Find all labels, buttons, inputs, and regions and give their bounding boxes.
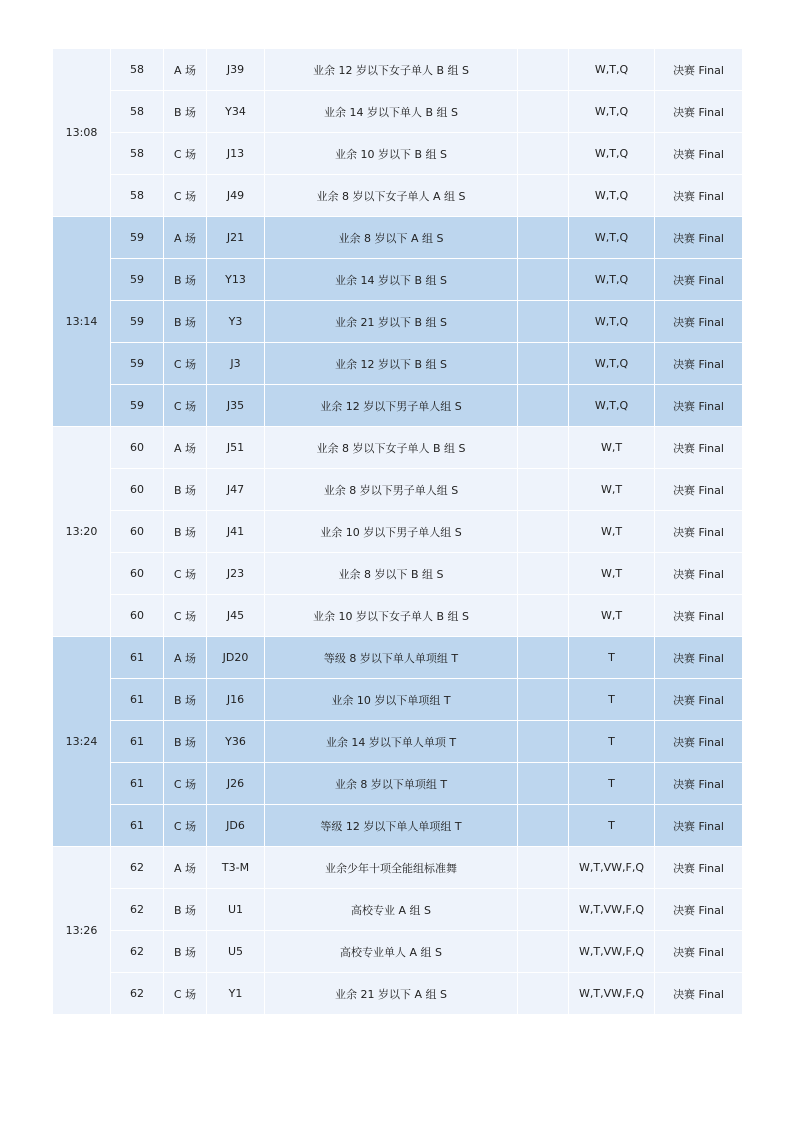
blank-cell bbox=[518, 973, 569, 1015]
event-name: 业余 8 岁以下男子单人组 S bbox=[265, 469, 518, 511]
blank-cell bbox=[518, 889, 569, 931]
dance-list: W,T,VW,F,Q bbox=[569, 973, 655, 1015]
event-code: J45 bbox=[207, 595, 265, 637]
event-name: 业余少年十项全能组标准舞 bbox=[265, 847, 518, 889]
table-row bbox=[53, 91, 743, 133]
event-code: Y34 bbox=[207, 91, 265, 133]
table-row bbox=[53, 385, 743, 427]
blank-cell bbox=[518, 49, 569, 91]
stage-label: 决赛 Final bbox=[655, 511, 743, 553]
round-number: 58 bbox=[111, 133, 164, 175]
field-name: B 场 bbox=[164, 679, 207, 721]
event-name: 业余 8 岁以下女子单人 A 组 S bbox=[265, 175, 518, 217]
round-number: 58 bbox=[111, 49, 164, 91]
event-code: J16 bbox=[207, 679, 265, 721]
dance-list: T bbox=[569, 721, 655, 763]
field-name: B 场 bbox=[164, 511, 207, 553]
dance-list: W,T,Q bbox=[569, 259, 655, 301]
dance-list: W,T,Q bbox=[569, 175, 655, 217]
dance-list: T bbox=[569, 805, 655, 847]
blank-cell bbox=[518, 385, 569, 427]
event-code: U5 bbox=[207, 931, 265, 973]
event-name: 业余 14 岁以下单人单项 T bbox=[265, 721, 518, 763]
blank-cell bbox=[518, 133, 569, 175]
round-number: 58 bbox=[111, 175, 164, 217]
event-name: 业余 14 岁以下 B 组 S bbox=[265, 259, 518, 301]
blank-cell bbox=[518, 721, 569, 763]
round-number: 60 bbox=[111, 511, 164, 553]
blank-cell bbox=[518, 805, 569, 847]
table-row bbox=[53, 217, 743, 259]
round-number: 60 bbox=[111, 427, 164, 469]
field-name: C 场 bbox=[164, 805, 207, 847]
dance-list: W,T,Q bbox=[569, 343, 655, 385]
stage-label: 决赛 Final bbox=[655, 49, 743, 91]
blank-cell bbox=[518, 511, 569, 553]
field-name: C 场 bbox=[164, 973, 207, 1015]
stage-label: 决赛 Final bbox=[655, 469, 743, 511]
event-name: 业余 10 岁以下 B 组 S bbox=[265, 133, 518, 175]
event-code: J23 bbox=[207, 553, 265, 595]
field-name: B 场 bbox=[164, 721, 207, 763]
event-name: 业余 8 岁以下单项组 T bbox=[265, 763, 518, 805]
table-row bbox=[53, 343, 743, 385]
schedule-body bbox=[53, 49, 743, 1015]
round-number: 61 bbox=[111, 637, 164, 679]
dance-list: T bbox=[569, 679, 655, 721]
stage-label: 决赛 Final bbox=[655, 805, 743, 847]
blank-cell bbox=[518, 343, 569, 385]
round-number: 61 bbox=[111, 763, 164, 805]
table-row bbox=[53, 469, 743, 511]
round-number: 58 bbox=[111, 91, 164, 133]
table-row bbox=[53, 805, 743, 847]
field-name: C 场 bbox=[164, 343, 207, 385]
event-code: J41 bbox=[207, 511, 265, 553]
stage-label: 决赛 Final bbox=[655, 637, 743, 679]
time-slot: 13:14 bbox=[53, 217, 111, 427]
stage-label: 决赛 Final bbox=[655, 679, 743, 721]
event-name: 业余 10 岁以下单项组 T bbox=[265, 679, 518, 721]
blank-cell bbox=[518, 175, 569, 217]
blank-cell bbox=[518, 469, 569, 511]
table-row bbox=[53, 637, 743, 679]
time-slot: 13:24 bbox=[53, 637, 111, 847]
dance-list: W,T,VW,F,Q bbox=[569, 889, 655, 931]
field-name: B 场 bbox=[164, 469, 207, 511]
stage-label: 决赛 Final bbox=[655, 133, 743, 175]
blank-cell bbox=[518, 553, 569, 595]
event-code: J47 bbox=[207, 469, 265, 511]
dance-list: W,T bbox=[569, 553, 655, 595]
event-name: 等级 8 岁以下单人单项组 T bbox=[265, 637, 518, 679]
round-number: 62 bbox=[111, 931, 164, 973]
field-name: A 场 bbox=[164, 217, 207, 259]
event-code: J51 bbox=[207, 427, 265, 469]
stage-label: 决赛 Final bbox=[655, 931, 743, 973]
round-number: 60 bbox=[111, 553, 164, 595]
stage-label: 决赛 Final bbox=[655, 259, 743, 301]
field-name: B 场 bbox=[164, 889, 207, 931]
event-name: 业余 8 岁以下 B 组 S bbox=[265, 553, 518, 595]
event-name: 业余 12 岁以下女子单人 B 组 S bbox=[265, 49, 518, 91]
event-code: JD20 bbox=[207, 637, 265, 679]
round-number: 60 bbox=[111, 469, 164, 511]
round-number: 62 bbox=[111, 973, 164, 1015]
blank-cell bbox=[518, 637, 569, 679]
table-row bbox=[53, 511, 743, 553]
dance-list: W,T bbox=[569, 427, 655, 469]
field-name: B 场 bbox=[164, 91, 207, 133]
stage-label: 决赛 Final bbox=[655, 553, 743, 595]
table-row bbox=[53, 595, 743, 637]
time-slot: 13:08 bbox=[53, 49, 111, 217]
dance-list: W,T,Q bbox=[569, 49, 655, 91]
event-name: 高校专业单人 A 组 S bbox=[265, 931, 518, 973]
dance-list: W,T,VW,F,Q bbox=[569, 847, 655, 889]
dance-list: W,T bbox=[569, 595, 655, 637]
blank-cell bbox=[518, 595, 569, 637]
event-code: J21 bbox=[207, 217, 265, 259]
round-number: 61 bbox=[111, 805, 164, 847]
event-name: 业余 8 岁以下 A 组 S bbox=[265, 217, 518, 259]
blank-cell bbox=[518, 679, 569, 721]
round-number: 61 bbox=[111, 679, 164, 721]
round-number: 61 bbox=[111, 721, 164, 763]
blank-cell bbox=[518, 301, 569, 343]
round-number: 62 bbox=[111, 889, 164, 931]
stage-label: 决赛 Final bbox=[655, 175, 743, 217]
table-row bbox=[53, 553, 743, 595]
field-name: A 场 bbox=[164, 637, 207, 679]
event-code: JD6 bbox=[207, 805, 265, 847]
table-row bbox=[53, 427, 743, 469]
dance-list: W,T bbox=[569, 469, 655, 511]
stage-label: 决赛 Final bbox=[655, 217, 743, 259]
round-number: 59 bbox=[111, 217, 164, 259]
dance-list: W,T,VW,F,Q bbox=[569, 931, 655, 973]
time-slot: 13:20 bbox=[53, 427, 111, 637]
field-name: A 场 bbox=[164, 49, 207, 91]
dance-list: W,T,Q bbox=[569, 301, 655, 343]
table-row bbox=[53, 931, 743, 973]
event-code: J35 bbox=[207, 385, 265, 427]
event-name: 业余 12 岁以下 B 组 S bbox=[265, 343, 518, 385]
event-code: Y3 bbox=[207, 301, 265, 343]
stage-label: 决赛 Final bbox=[655, 91, 743, 133]
stage-label: 决赛 Final bbox=[655, 973, 743, 1015]
stage-label: 决赛 Final bbox=[655, 721, 743, 763]
blank-cell bbox=[518, 931, 569, 973]
field-name: C 场 bbox=[164, 175, 207, 217]
field-name: C 场 bbox=[164, 553, 207, 595]
event-code: J39 bbox=[207, 49, 265, 91]
event-code: J13 bbox=[207, 133, 265, 175]
event-name: 业余 12 岁以下男子单人组 S bbox=[265, 385, 518, 427]
blank-cell bbox=[518, 217, 569, 259]
event-code: Y1 bbox=[207, 973, 265, 1015]
dance-list: W,T bbox=[569, 511, 655, 553]
stage-label: 决赛 Final bbox=[655, 343, 743, 385]
round-number: 62 bbox=[111, 847, 164, 889]
dance-list: T bbox=[569, 637, 655, 679]
stage-label: 决赛 Final bbox=[655, 595, 743, 637]
event-name: 业余 14 岁以下单人 B 组 S bbox=[265, 91, 518, 133]
event-name: 业余 21 岁以下 B 组 S bbox=[265, 301, 518, 343]
blank-cell bbox=[518, 427, 569, 469]
field-name: B 场 bbox=[164, 301, 207, 343]
event-code: Y13 bbox=[207, 259, 265, 301]
table-row bbox=[53, 301, 743, 343]
stage-label: 决赛 Final bbox=[655, 427, 743, 469]
dance-list: T bbox=[569, 763, 655, 805]
blank-cell bbox=[518, 259, 569, 301]
table-row bbox=[53, 259, 743, 301]
event-name: 高校专业 A 组 S bbox=[265, 889, 518, 931]
dance-list: W,T,Q bbox=[569, 385, 655, 427]
field-name: C 场 bbox=[164, 763, 207, 805]
stage-label: 决赛 Final bbox=[655, 889, 743, 931]
time-slot: 13:26 bbox=[53, 847, 111, 1015]
table-row bbox=[53, 847, 743, 889]
blank-cell bbox=[518, 91, 569, 133]
event-code: Y36 bbox=[207, 721, 265, 763]
field-name: C 场 bbox=[164, 133, 207, 175]
table-row bbox=[53, 679, 743, 721]
blank-cell bbox=[518, 763, 569, 805]
round-number: 59 bbox=[111, 259, 164, 301]
table-row bbox=[53, 133, 743, 175]
table-row bbox=[53, 973, 743, 1015]
blank-cell bbox=[518, 847, 569, 889]
round-number: 59 bbox=[111, 343, 164, 385]
event-code: U1 bbox=[207, 889, 265, 931]
stage-label: 决赛 Final bbox=[655, 763, 743, 805]
round-number: 59 bbox=[111, 301, 164, 343]
event-code: J26 bbox=[207, 763, 265, 805]
event-code: J49 bbox=[207, 175, 265, 217]
field-name: A 场 bbox=[164, 427, 207, 469]
schedule-table bbox=[52, 48, 743, 1015]
stage-label: 决赛 Final bbox=[655, 301, 743, 343]
table-row bbox=[53, 49, 743, 91]
event-name: 业余 10 岁以下女子单人 B 组 S bbox=[265, 595, 518, 637]
event-name: 等级 12 岁以下单人单项组 T bbox=[265, 805, 518, 847]
round-number: 60 bbox=[111, 595, 164, 637]
field-name: C 场 bbox=[164, 385, 207, 427]
stage-label: 决赛 Final bbox=[655, 385, 743, 427]
event-code: T3-M bbox=[207, 847, 265, 889]
table-row bbox=[53, 721, 743, 763]
field-name: C 场 bbox=[164, 595, 207, 637]
table-row bbox=[53, 889, 743, 931]
round-number: 59 bbox=[111, 385, 164, 427]
event-name: 业余 10 岁以下男子单人组 S bbox=[265, 511, 518, 553]
dance-list: W,T,Q bbox=[569, 217, 655, 259]
event-name: 业余 8 岁以下女子单人 B 组 S bbox=[265, 427, 518, 469]
table-row bbox=[53, 175, 743, 217]
event-name: 业余 21 岁以下 A 组 S bbox=[265, 973, 518, 1015]
dance-list: W,T,Q bbox=[569, 91, 655, 133]
dance-list: W,T,Q bbox=[569, 133, 655, 175]
table-row bbox=[53, 763, 743, 805]
event-code: J3 bbox=[207, 343, 265, 385]
stage-label: 决赛 Final bbox=[655, 847, 743, 889]
field-name: B 场 bbox=[164, 931, 207, 973]
field-name: A 场 bbox=[164, 847, 207, 889]
field-name: B 场 bbox=[164, 259, 207, 301]
